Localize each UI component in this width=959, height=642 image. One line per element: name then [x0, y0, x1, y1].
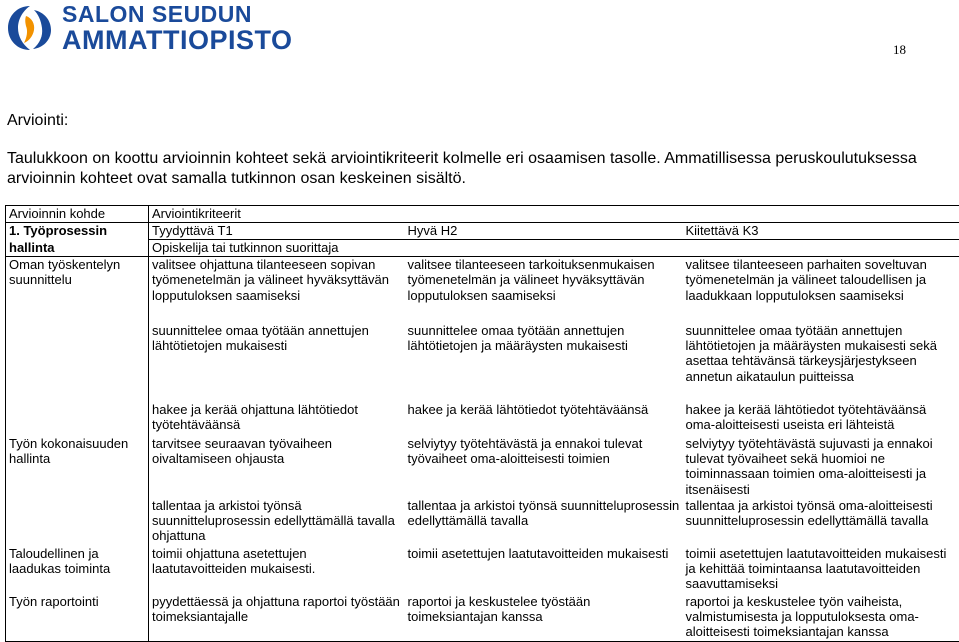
- row1-k3: valitsee tilanteeseen parhaiten soveltuvan työmenetelmän ja välineet taloudellisen ja laadukkaan lopputuloksen saamiseksi: [683, 257, 959, 323]
- row-kohde-raportointi: Työn raportointi: [6, 594, 149, 642]
- row4-k3: selviytyy työtehtävästä sujuvasti ja ennakoi tulevat työvaiheet sekä huomioi ne toiminnassaan toimien oma-aloitteisesti ja itsenäisesti: [683, 436, 959, 498]
- row-kohde-laatu: Taloudellinen ja laadukas toiminta: [6, 546, 149, 594]
- row-kohde-kokonaisuus: Työn kokonaisuuden hallinta: [6, 436, 149, 498]
- intro-paragraph: Taulukkoon on koottu arvioinnin kohteet sekä arviointikriteerit kolmelle eri osaamisen tasolle. Ammatillisessa peruskoulutuksessa arvioinnin kohteet ovat samalla tutkinnon osan keskeinen sisältö.: [7, 149, 952, 189]
- row3-h2: hakee ja kerää lähtötiedot työtehtäväänsä: [405, 402, 683, 436]
- header-cell-hallinta: hallinta: [6, 240, 149, 257]
- row3-k3: hakee ja kerää lähtötiedot työtehtäväänsä oma-aloitteisesti useista eri lähteistä: [683, 402, 959, 436]
- row5-kohde: [6, 498, 149, 546]
- row2-kohde: [6, 323, 149, 402]
- logo-text-line1: SALON SEUDUN: [62, 3, 293, 26]
- row7-h2: raportoi ja keskustelee työstään toimeksiantajan kanssa: [405, 594, 683, 642]
- header-cell-opiskelija: Opiskelija tai tutkinnon suorittaja: [149, 240, 959, 257]
- row2-h2: suunnittelee omaa työtään annettujen lähtötietojen ja määräysten mukaisesti: [405, 323, 683, 402]
- row2-t1: suunnittelee omaa työtään annettujen lähtötietojen mukaisesti: [149, 323, 405, 402]
- logo-swirl-icon: [4, 2, 56, 54]
- row6-t1: toimii ohjattuna asetettujen laatutavoitteiden mukaisesti.: [149, 546, 405, 594]
- row3-t1: hakee ja kerää ohjattuna lähtötiedot työtehtäväänsä: [149, 402, 405, 436]
- row5-h2: tallentaa ja arkistoi työnsä suunnitteluprosessin edellyttämällä tavalla: [405, 498, 683, 546]
- page-number: 18: [893, 42, 906, 58]
- row1-t1: valitsee ohjattuna tilanteeseen sopivan työmenetelmän ja välineet hyväksyttävän lopputuloksen saamiseksi: [149, 257, 405, 323]
- row3-kohde: [6, 402, 149, 436]
- header-cell-t1: Tyydyttävä T1: [149, 223, 405, 240]
- row6-h2: toimii asetettujen laatutavoitteiden mukaisesti: [405, 546, 683, 594]
- row5-k3: tallentaa ja arkistoi työnsä oma-aloitteisesti suunnitteluprosessin edellyttämällä tavalla: [683, 498, 959, 546]
- section-heading: Arviointi:: [7, 112, 68, 130]
- row4-h2: selviytyy työtehtävästä ja ennakoi tulevat työvaiheet oma-aloitteisesti toimien: [405, 436, 683, 498]
- logo-text-line2: AMMATTIOPISTO: [62, 27, 293, 54]
- header-cell-h2: Hyvä H2: [405, 223, 683, 240]
- row7-t1: pyydettäessä ja ohjattuna raportoi työstään toimeksiantajalle: [149, 594, 405, 642]
- header-cell-kohde: Arvioinnin kohde: [6, 206, 149, 223]
- row2-k3: suunnittelee omaa työtään annettujen lähtötietojen ja määräysten mukaisesti sekä asettaa tehtävänsä tärkeysjärjestykseen annetun aikataulun puitteissa: [683, 323, 959, 402]
- header-cell-tyoprosessi: 1. Työprosessin: [6, 223, 149, 240]
- row1-h2: valitsee tilanteeseen tarkoituksenmukaisen työmenetelmän ja välineet hyväksyttävän lopputuloksen saamiseksi: [405, 257, 683, 323]
- row4-t1: tarvitsee seuraavan työvaiheen oivaltamiseen ohjausta: [149, 436, 405, 498]
- row7-k3: raportoi ja keskustelee työn vaiheista, valmistumisesta ja lopputuloksesta oma-aloitteisesti toimeksiantajan kanssa: [683, 594, 959, 642]
- header-cell-k3: Kiitettävä K3: [683, 223, 959, 240]
- criteria-table: [5, 205, 959, 642]
- row5-t1: tallentaa ja arkistoi työnsä suunnitteluprosessin edellyttämällä tavalla ohjattuna: [149, 498, 405, 546]
- header-cell-kriteerit: Arviointikriteerit: [149, 206, 959, 223]
- row-kohde-suunnittelu: Oman työskentelyn suunnittelu: [6, 257, 149, 323]
- school-logo: [4, 2, 293, 54]
- row6-k3: toimii asetettujen laatutavoitteiden mukaisesti ja kehittää toimintaansa laatutavoitteiden saavuttamiseksi: [683, 546, 959, 594]
